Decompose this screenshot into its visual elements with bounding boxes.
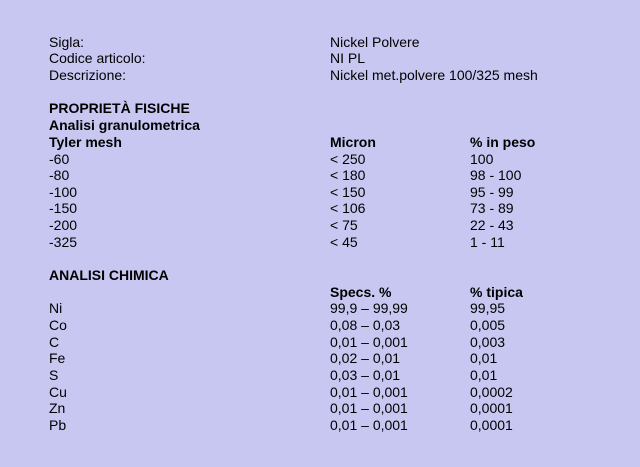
micron-cell: < 150 [330,184,366,200]
mesh-cell: -150 [49,200,78,216]
table-row [0,350,640,367]
specs-cell: 0,02 – 0,01 [330,350,401,366]
typical-cell: 0,01 [470,367,498,383]
descrizione-row [0,67,640,84]
micron-cell: < 250 [330,151,366,167]
table-row [0,300,640,317]
table-row [0,234,640,251]
mesh-cell: -200 [49,217,78,233]
chemical-header-row [0,284,640,301]
physical-section-title-row [0,100,640,117]
chemical-section-title-row [0,267,640,284]
specs-cell: 99,9 – 99,99 [330,300,408,316]
element-cell: Co [49,317,67,333]
element-cell: S [49,367,59,383]
table-row [0,151,640,168]
weight-cell: 100 [470,151,494,167]
codice-row [0,50,640,67]
weight-cell: 95 - 99 [470,184,514,200]
weight-cell: 98 - 100 [470,167,522,183]
micron-cell: < 45 [330,234,358,250]
element-cell: Ni [49,300,63,316]
table-row [0,400,640,417]
element-cell: Fe [49,350,66,366]
descrizione-value: Nickel met.polvere 100/325 mesh [330,67,538,83]
weight-cell: 73 - 89 [470,200,514,216]
mesh-cell: -60 [49,151,70,167]
table-row [0,217,640,234]
mesh-cell: -325 [49,234,78,250]
column-header-weight-percent: % in peso [470,134,536,150]
mesh-cell: -80 [49,167,70,183]
table-row [0,334,640,351]
specs-cell: 0,01 – 0,001 [330,334,408,350]
codice-value: NI PL [330,50,366,66]
column-header-typical: % tipica [470,284,523,300]
specs-cell: 0,01 – 0,001 [330,384,408,400]
table-row [0,200,640,217]
descrizione-label: Descrizione: [49,67,127,83]
element-cell: Cu [49,384,67,400]
table-row [0,167,640,184]
sigla-row [0,34,640,51]
typical-cell: 0,0001 [470,400,513,416]
micron-cell: < 75 [330,217,358,233]
physical-section-title: PROPRIETÀ FISICHE [49,100,190,116]
weight-cell: 22 - 43 [470,217,514,233]
table-row [0,417,640,434]
micron-cell: < 106 [330,200,366,216]
micron-cell: < 180 [330,167,366,183]
typical-cell: 0,01 [470,350,498,366]
table-row [0,384,640,401]
physical-subtitle-row [0,117,640,134]
sigla-value: Nickel Polvere [330,34,420,50]
granulometric-subtitle: Analisi granulometrica [49,117,200,133]
physical-header-row [0,134,640,151]
specs-cell: 0,03 – 0,01 [330,367,401,383]
specs-cell: 0,01 – 0,001 [330,417,408,433]
table-row [0,367,640,384]
weight-cell: 1 - 11 [470,234,505,250]
element-cell: Zn [49,400,66,416]
table-row [0,184,640,201]
sigla-label: Sigla: [49,34,85,50]
specs-cell: 0,01 – 0,001 [330,400,408,416]
element-cell: Pb [49,417,67,433]
typical-cell: 0,005 [470,317,506,333]
mesh-cell: -100 [49,184,78,200]
codice-label: Codice articolo: [49,50,146,66]
column-header-tyler-mesh: Tyler mesh [49,134,122,150]
typical-cell: 0,0002 [470,384,513,400]
element-cell: C [49,334,60,350]
typical-cell: 99,95 [470,300,506,316]
specs-cell: 0,08 – 0,03 [330,317,401,333]
chemical-section-title: ANALISI CHIMICA [49,267,169,283]
typical-cell: 0,0001 [470,417,513,433]
column-header-specs: Specs. % [330,284,392,300]
table-row [0,317,640,334]
typical-cell: 0,003 [470,334,506,350]
column-header-micron: Micron [330,134,376,150]
